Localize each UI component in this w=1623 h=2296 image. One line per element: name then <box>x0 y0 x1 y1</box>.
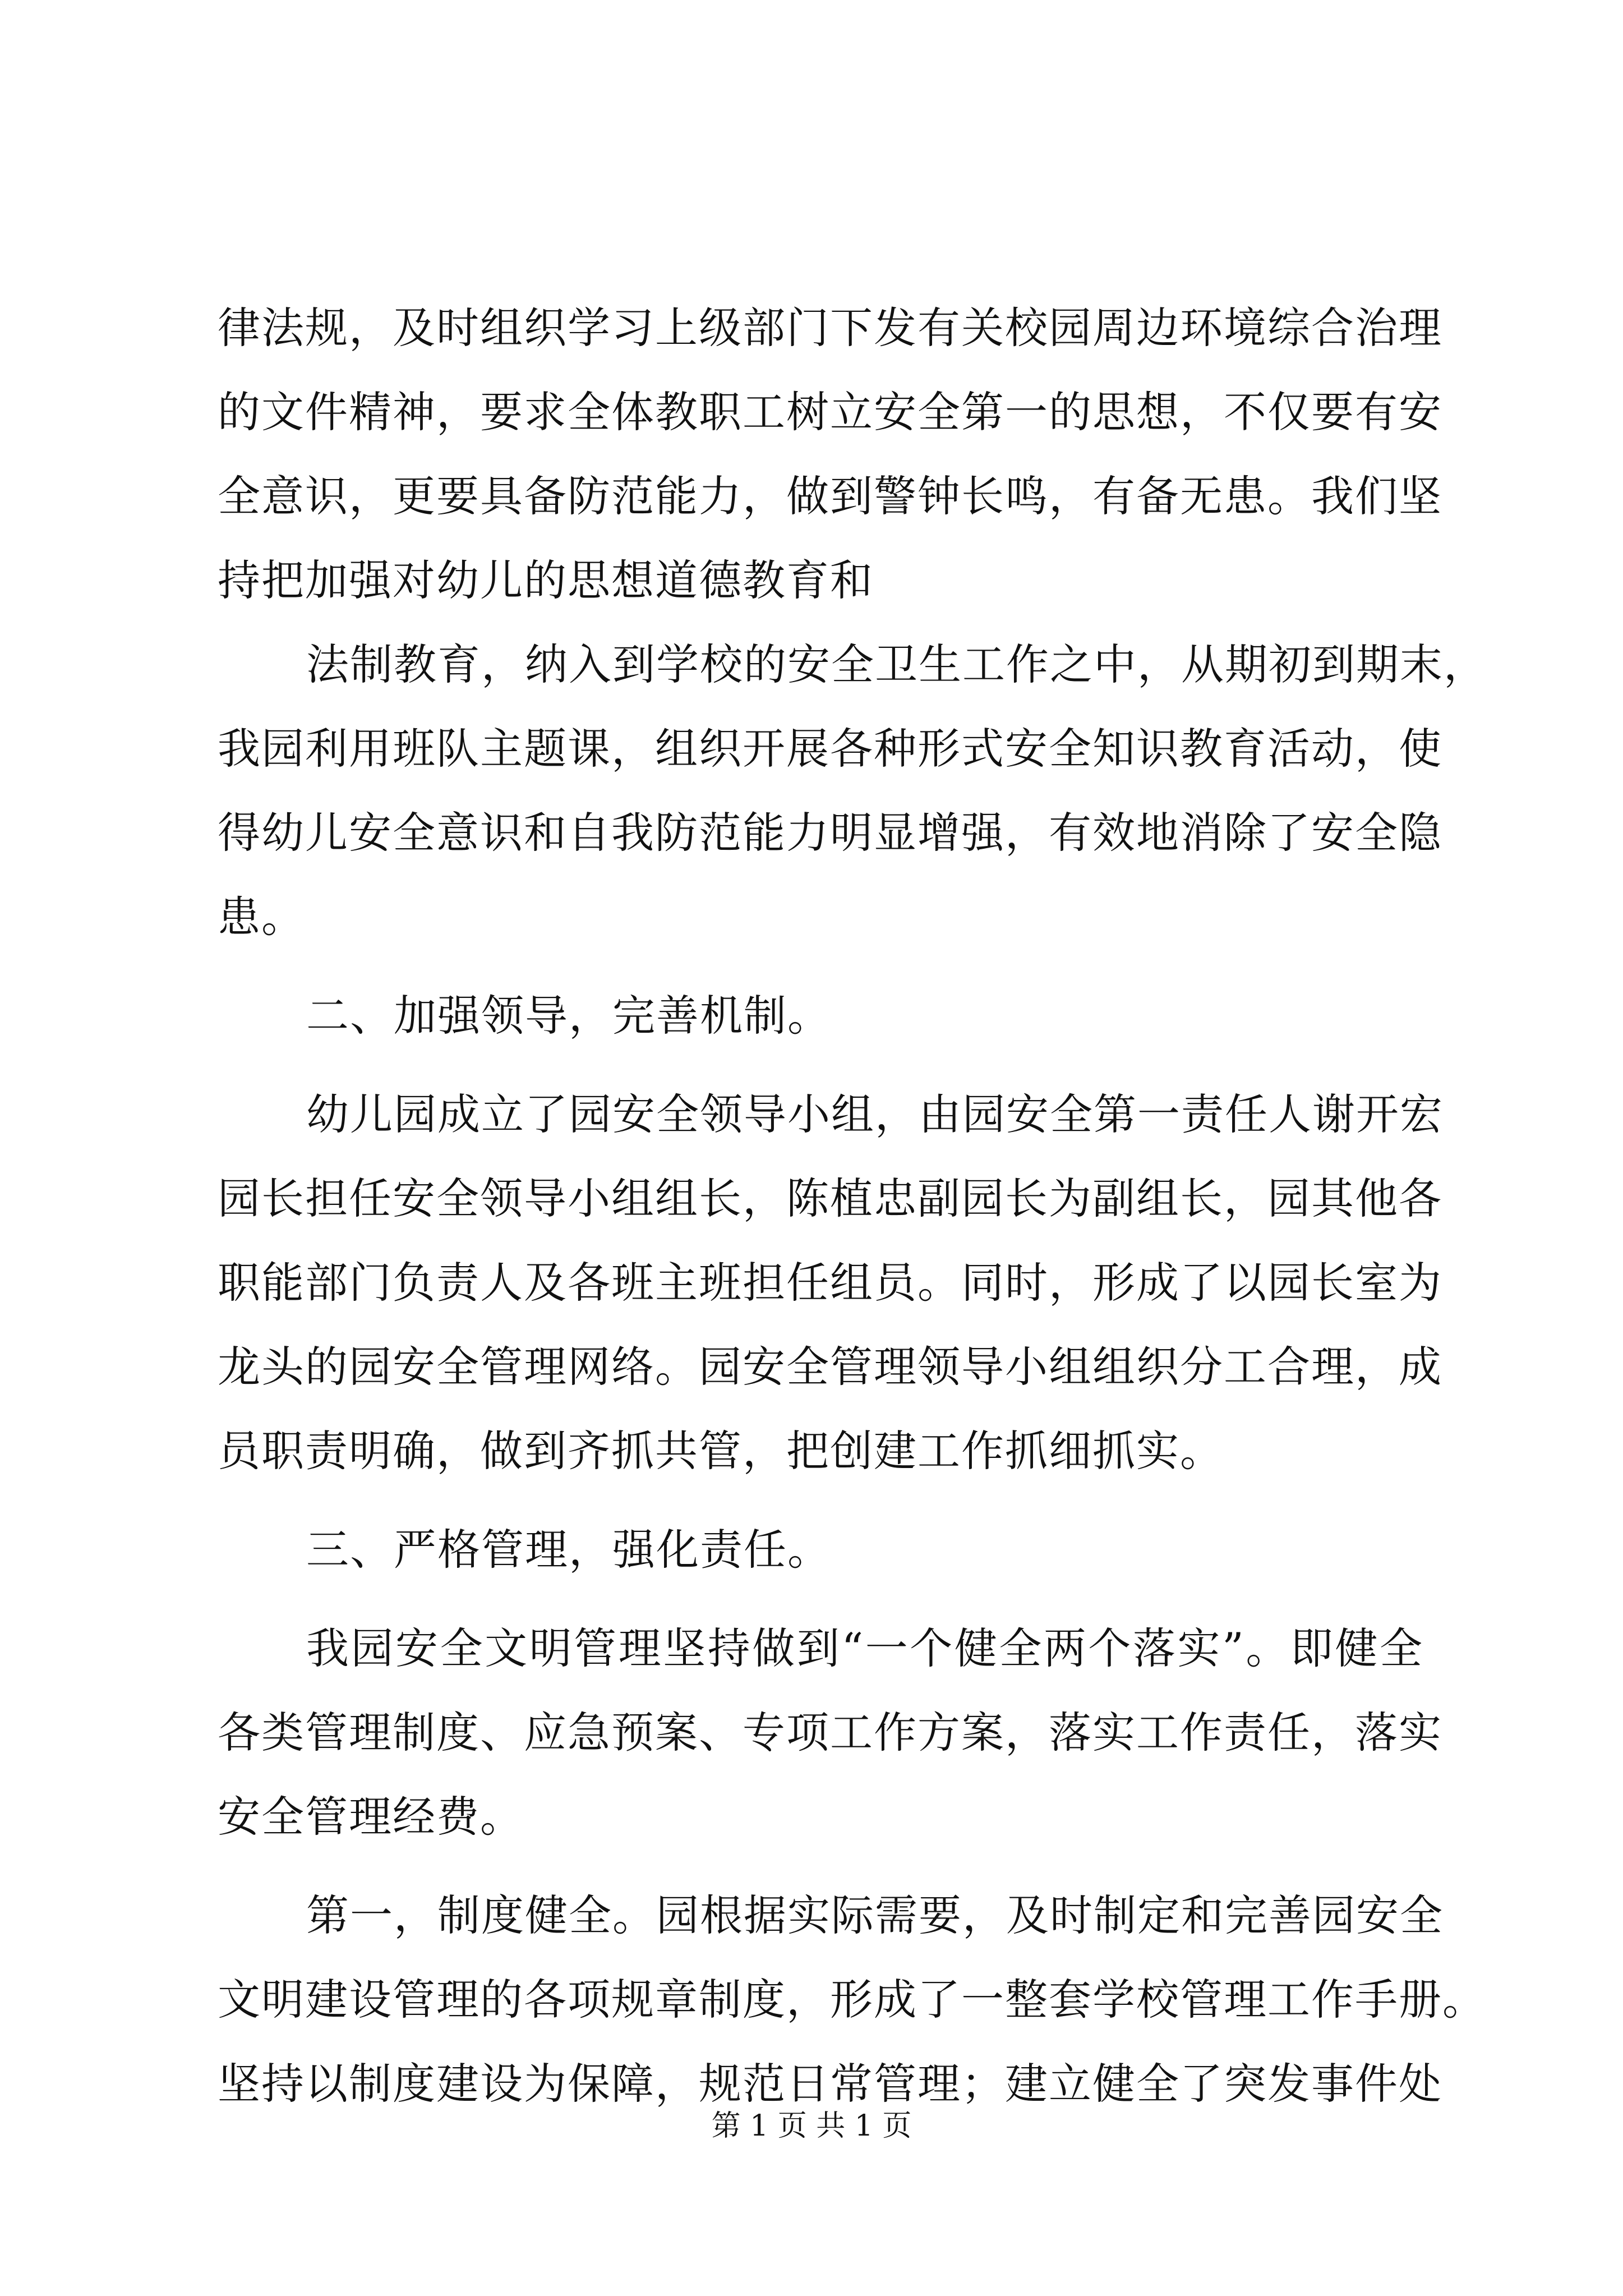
paragraph-4 <box>218 1073 1444 1493</box>
paragraph-1 <box>218 286 1442 623</box>
paragraph-line: 我园安全文明管理坚持做到“一个健全两个落实”。即健全 <box>306 1623 1423 1673</box>
paragraph-7 <box>218 1874 1486 2126</box>
paragraph-line: 全意识，更要具备防范能力，做到警钟长鸣，有备无患。我们坚 <box>218 471 1442 521</box>
section-heading-2 <box>218 974 1423 1058</box>
paragraph-line: 持把加强对幼儿的思想道德教育和 <box>218 555 874 605</box>
paragraph-line: 得幼儿安全意识和自我防范能力明显增强，有效地消除了安全隐 <box>218 808 1442 858</box>
paragraph-line: 我园利用班队主题课，组织开展各种形式安全知识教育活动，使 <box>218 724 1442 774</box>
section-heading-3 <box>218 1508 1423 1592</box>
paragraph-line: 各类管理制度、应急预案、专项工作方案，落实工作责任，落实 <box>218 1708 1442 1757</box>
paragraph-line: 安全管理经费。 <box>218 1792 524 1842</box>
paragraph-line: 坚持以制度建设为保障，规范日常管理；建立健全了突发事件处 <box>218 2059 1442 2109</box>
paragraph-line: 职能部门负责人及各班主班担任组员。同时，形成了以园长室为 <box>218 1258 1442 1308</box>
paragraph-line: 文明建设管理的各项规章制度，形成了一整套学校管理工作手册。 <box>218 1975 1486 2024</box>
paragraph-line: 龙头的园安全管理网络。园安全管理领导小组组织分工合理，成 <box>218 1342 1442 1392</box>
paragraph-2 <box>218 623 1487 959</box>
paragraph-6 <box>218 1607 1442 1859</box>
paragraph-line: 园长担任安全领导小组组长，陈植忠副园长为副组长，园其他各 <box>218 1174 1442 1223</box>
paragraph-line: 第一，制度健全。园根据实际需要，及时制定和完善园安全 <box>306 1890 1444 1940</box>
paragraph-line: 法制教育，纳入到学校的安全卫生工作之中，从期初到期末， <box>306 639 1487 689</box>
paragraph-line: 的文件精神，要求全体教职工树立安全第一的思想，不仅要有安 <box>218 387 1442 437</box>
paragraph-line: 员职责明确，做到齐抓共管，把创建工作抓细抓实。 <box>218 1426 1224 1476</box>
heading-line: 三、严格管理，强化责任。 <box>306 1525 831 1575</box>
paragraph-line: 律法规，及时组织学习上级部门下发有关校园周边环境综合治理 <box>218 303 1442 353</box>
document-body <box>218 286 1487 2126</box>
heading-line: 二、加强领导，完善机制。 <box>306 991 831 1041</box>
page-number: 第 1 页 共 1 页 <box>711 2109 912 2143</box>
page-footer <box>0 2104 1623 2148</box>
paragraph-line: 患。 <box>218 892 305 942</box>
paragraph-line: 幼儿园成立了园安全领导小组，由园安全第一责任人谢开宏 <box>306 1089 1444 1139</box>
